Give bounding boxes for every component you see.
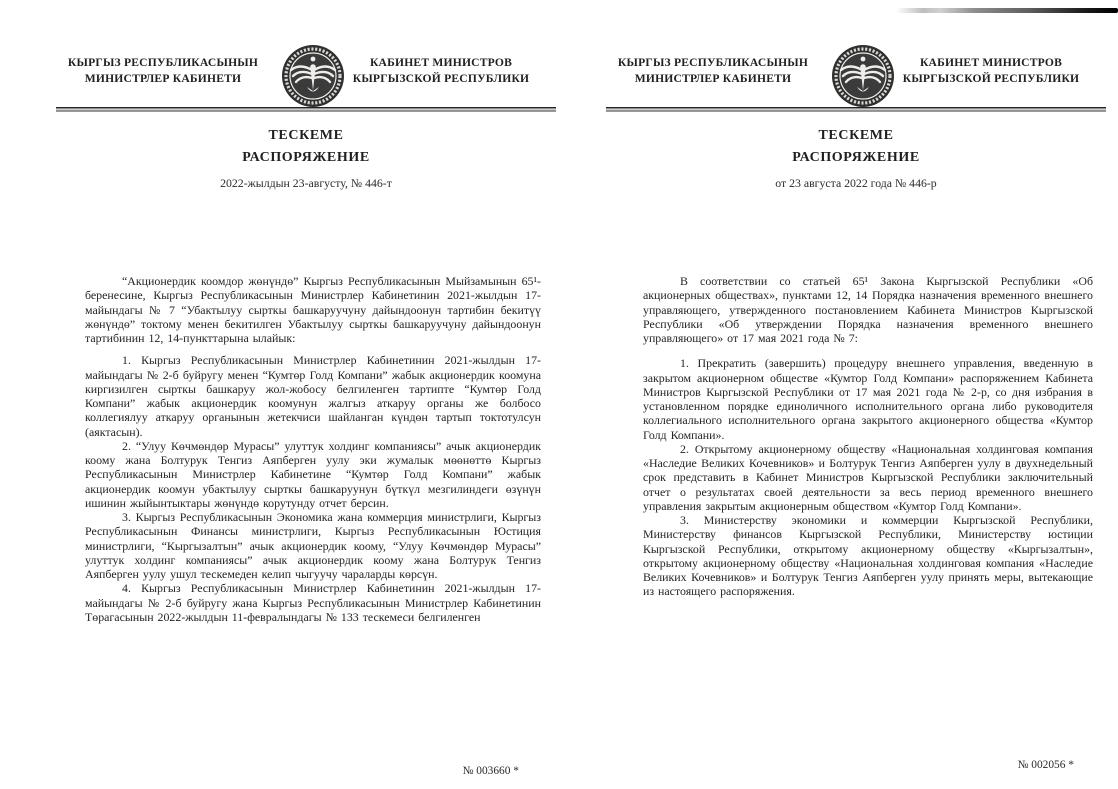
org-name-kyrgyz xyxy=(56,55,270,87)
paragraph-item-2: 2. “Улуу Көчмөндөр Мурасы” улуттук холдинг компаниясы” ачык акционердик коому жана Болтурук Тенгиз Аяпберген уулу эки жумалык мөөнөттө Кыргыз Республикасынын Министрлер Кабинетине “Кумтөр Голд Компани” жабык акционердик коомун убактылуу сырткы башкаруунун бүткүл мезгилиндеги өзүнүн ишинин жыйынтыктары жөнүндө корутунду отчет берсин. xyxy=(85,438,541,510)
doc-title-rasporyazhenie: РАСПОРЯЖЕНИЕ xyxy=(242,150,370,165)
doc-title-rasporyazhenie: РАСПОРЯЖЕНИЕ xyxy=(792,150,920,165)
registration-number: № 003660 * xyxy=(462,765,519,777)
org-name-kyrgyz-line1: КЫРГЫЗ РЕСПУБЛИКАСЫНЫН xyxy=(67,56,259,69)
doc-date-number: от 23 августа 2022 года № 446-р xyxy=(775,176,937,190)
paragraph-item-1: 1. Кыргыз Республикасынын Министрлер Кабинетинин 2021-жылдын 17-майындагы № 2-б буйругу менен “Кумтөр Голд Компани” жабык акционердик коомуна киргизилген сырткы башкаруу жол-жобосу белгиленген тартипте “Кумтөр Голд Компани” жабык акционердик коомунун жалгыз аткаруу органы же болбосо коллегиялуу аткаруу органынын жетекчиси шайланган күндөн тартып токтотулсун (аяктасын). xyxy=(85,353,541,439)
paragraph-intro: “Акционердик коомдор жөнүндө” Кыргыз Республикасынын Мыйзамынын 65¹-беренесине, Кыргыз Республикасынын Министрлер Кабинетинин 2021-жылдын 17-майындагы № 7 “Убактылуу сырткы башкаруучуну дайындоонун тартибин бекитүү жөнүндө” токтому менен бекитилген Убактылуу сырткы башкаруучуну дайындоонун тартибинин 12, 14-пункттарына ылайык: xyxy=(85,274,541,345)
doc-title-teskeme: ТЕСКЕМЕ xyxy=(268,128,344,143)
org-name-russian-line2: КЫРГЫЗСКОЙ РЕСПУБЛИКИ xyxy=(352,72,530,85)
document-body xyxy=(85,274,541,624)
registration-number: № 002056 * xyxy=(1017,759,1074,771)
paragraph-intro: В соответствии со статьей 65¹ Закона Кыргызской Республики «Об акционерных обществах», пунктами 12, 14 Порядка назначения временного внешнего управляющего, утвержденного постановлением Кабинета Министров Кыргызской Республики «Об утверждении Порядка назначения временного внешнего управляющего» от 17 мая 2021 года № 7: xyxy=(643,274,1093,345)
org-name-kyrgyz-line2: МИНИСТРЛЕР КАБИНЕТИ xyxy=(634,72,792,85)
paragraph-item-4: 4. Кыргыз Республикасынын Министрлер Кабинетинин 2021-жылдын 17-майындагы № 2-б буйругу жана Кыргыз Республикасынын Министрлер Кабинетинин Төрагасынын 2022-жылдын 11-февралындагы № 133 тескемеси белгиленген xyxy=(85,581,541,624)
org-name-russian xyxy=(334,55,548,87)
header-divider-rule xyxy=(606,107,1106,112)
page-russian xyxy=(590,0,1110,789)
page-kyrgyz xyxy=(40,0,560,789)
org-name-kyrgyz-line1: КЫРГЫЗ РЕСПУБЛИКАСЫНЫН xyxy=(617,56,809,69)
paragraph-item-3: 3. Министерству экономики и коммерции Кыргызской Республики, Министерству финансов Кыргызской Республики, Министерству юстиции Кыргызской Республики, открытому акционерному обществу «Кыргызалтын», открытому акционерному обществу «Национальная холдинговая компания «Наследие Великих Кочевников» и Болтурук Тенгиз Аяпберген уулу принять меры, вытекающие из настоящего распоряжения. xyxy=(643,513,1093,599)
org-name-russian-line1: КАБИНЕТ МИНИСТРОВ xyxy=(369,56,513,69)
org-name-russian-line1: КАБИНЕТ МИНИСТРОВ xyxy=(919,56,1063,69)
paragraph-item-1: 1. Прекратить (завершить) процедуру внешнего управления, введенную в закрытом акционерном обществе «Кумтор Голд Компани» распоряжением Кабинета Министров Кыргызской Республики от 17 мая 2021 года № 2-р, со дня избрания в установленном порядке единоличного исполнительного органа либо руководителя коллегиального исполнительного органа закрытого акционерного общества «Кумтор Голд Компани». xyxy=(643,356,1093,442)
org-name-russian-line2: КЫРГЫЗСКОЙ РЕСПУБЛИКИ xyxy=(902,72,1080,85)
org-name-russian xyxy=(884,55,1098,87)
paragraph-item-3: 3. Кыргыз Республикасынын Экономика жана коммерция министрлиги, Кыргыз Республикасынын Финансы министрлиги, Кыргыз Республикасынын Юстиция министрлиги, “Кыргызалтын” ачык акционердик коому, “Улуу Көчмөндөр Мурасы” улуттук холдинг компаниясы” ачык акционердик коому жана Болтурук Тенгиз Аяпберген уулу ушул тескемеден келип чыгуучу чараларды көрсүн. xyxy=(85,510,541,581)
doc-date-number: 2022-жылдын 23-августу, № 446-т xyxy=(220,176,392,190)
org-name-kyrgyz-line2: МИНИСТРЛЕР КАБИНЕТИ xyxy=(84,72,242,85)
header-divider-rule xyxy=(56,107,556,112)
paragraph-item-2: 2. Открытому акционерному обществу «Национальная холдинговая компания «Наследие Великих Кочевников» и Болтурук Тенгиз Аяпберген уулу в двухнедельный срок представить в Кабинет Министров Кыргызской Республики заключительный отчет о результатах своей деятельности за весь период временного внешнего управления закрытым акционерным обществом «Кумтор Голд Компани». xyxy=(643,441,1093,513)
doc-title-teskeme: ТЕСКЕМЕ xyxy=(818,128,894,143)
document-body xyxy=(643,274,1093,599)
org-name-kyrgyz xyxy=(606,55,820,87)
